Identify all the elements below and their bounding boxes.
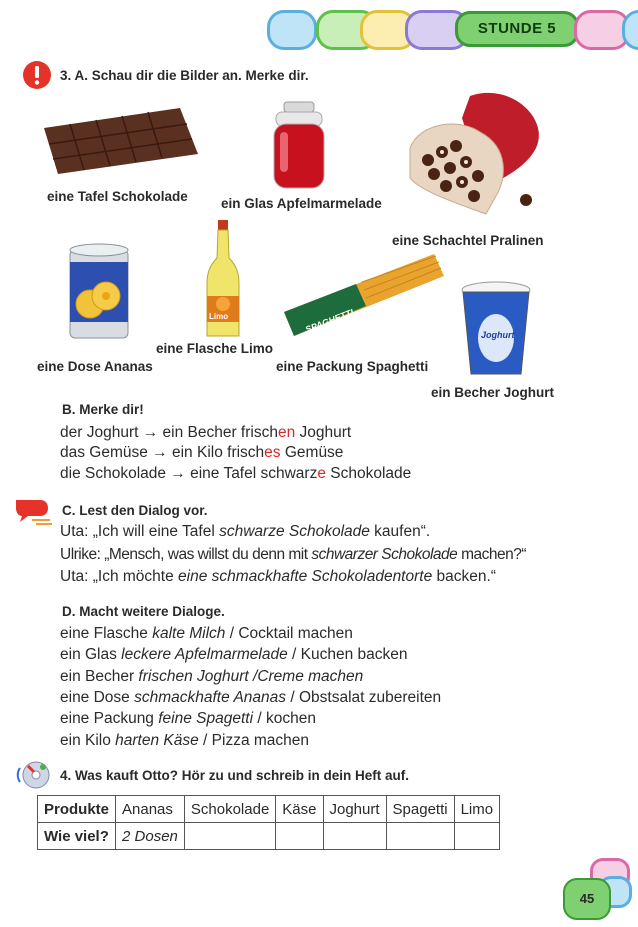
exD-line-1-italic: kalte Milch [152,625,226,642]
exB-line-1-ending: en [277,424,296,441]
exB-line-2 [60,444,343,462]
exC-line-1-italic: schwarze Schokolade [219,523,370,540]
table-cell: Spagetti [386,796,454,823]
lemonade-bottle-image [203,218,243,342]
label-spaghetti: eine Packung Spaghetti [276,359,429,374]
ex4-title: 4. Was kauft Otto? Hör zu und schreib in dein Heft auf. [60,768,410,783]
exD-line-3-italic: frischen Joghurt /Creme machen [138,668,364,685]
table-cell: Joghurt [323,796,386,823]
table-cell: Wie viel? [38,823,116,850]
table-cell: Limo [454,796,500,823]
exD-line-5 [60,710,316,728]
exD-line-6-a: ein Kilo [60,732,116,749]
alert-icon [22,60,52,90]
table-cell: Produkte [38,796,116,823]
spaghetti-pack-text: SPAGHETTI [303,307,355,335]
table-cell: 2 Dosen [116,823,185,850]
table-cell [323,823,386,850]
audio-cd-icon [16,758,52,792]
exD-line-1-a: eine Flasche [60,625,153,642]
exB-title: B. Merke dir! [62,402,144,417]
exB-line-3-ending: e [317,465,326,482]
speech-icon [14,494,54,526]
table-cell: Käse [276,796,323,823]
exD-line-5-b: / kochen [253,710,316,727]
table-cell: Schokolade [184,796,275,823]
exC-line-1-b: kaufen“. [369,523,431,540]
exD-line-3-a: ein Becher [60,668,139,685]
exC-line-3-italic: eine schmackhafte Schokoladentorte [178,568,433,585]
label-pineapple: eine Dose Ananas [37,359,153,374]
exD-line-1 [60,625,353,643]
label-jam: ein Glas Apfelmarmelade [221,196,382,211]
exD-line-4-b: / Obstsalat zubereiten [286,689,442,706]
exD-line-6-b: / Pizza machen [198,732,310,749]
exD-line-5-a: eine Packung [60,710,159,727]
exD-line-1-b: / Cocktail machen [225,625,353,642]
ex3-title: 3. A. Schau dir die Bilder an. Merke dir. [60,68,309,83]
exD-line-3 [60,668,363,686]
page-number: 45 [563,878,611,920]
exB-line-1 [60,424,351,442]
exB-line-2-start: das Gemüse → ein Kilo frisch [60,444,265,461]
exC-line-1 [60,523,430,541]
label-chocolate: eine Tafel Schokolade [47,189,188,204]
pralines-image [400,88,552,223]
exC-line-2-italic: schwarzer Schokolade [311,546,458,563]
table-cell [454,823,500,850]
label-yogurt: ein Becher Joghurt [431,385,555,400]
exD-line-6-italic: harten Käse [115,732,199,749]
table-cell: Ananas [116,796,185,823]
exB-line-2-ending: es [264,444,281,461]
exB-line-1-start: der Joghurt → ein Becher frisch [60,424,278,441]
exC-title: C. Lest den Dialog vor. [62,503,208,518]
exC-line-2-a: Ulrike: „Mensch, was willst du denn mit [60,546,312,563]
exB-line-3-end: Schokolade [325,465,412,482]
lesson-badge: STUNDE 5 [455,11,579,47]
exC-line-3-b: backen.“ [432,568,496,585]
exC-line-2-b: machen?“ [457,546,527,563]
yogurt-cup-image [459,280,533,378]
exD-line-5-italic: feine Spagetti [158,710,254,727]
exB-line-3 [60,465,411,483]
exD-title: D. Macht weitere Dialoge. [62,604,225,619]
table-cell [184,823,275,850]
label-pralines: eine Schachtel Pralinen [392,233,544,248]
table-row [38,823,500,850]
exD-line-2-b: / Kuchen backen [287,646,408,663]
chocolate-image [40,106,200,176]
header-pill-blue [267,10,317,50]
exD-line-2-italic: leckere Apfelmarmelade [121,646,288,663]
jam-jar-image [270,100,328,192]
exC-line-1-a: Uta: „Ich will eine Tafel [60,523,220,540]
table-cell [276,823,323,850]
exC-line-2 [60,546,526,564]
exB-line-2-end: Gemüse [280,444,344,461]
exC-line-3-a: Uta: „Ich möchte [60,568,179,585]
exD-line-2 [60,646,408,664]
exC-line-3 [60,568,496,586]
label-lemonade: eine Flasche Limo [156,341,274,356]
table-cell [386,823,454,850]
exD-line-4-a: eine Dose [60,689,135,706]
exD-line-4 [60,689,441,707]
pineapple-can-image [66,242,132,344]
shopping-table [37,795,500,850]
exB-line-3-start: die Schokolade → eine Tafel schwarz [60,465,318,482]
limo-bottle-label-text: Limo [209,312,229,321]
exD-line-4-italic: schmackhafte Ananas [134,689,287,706]
table-row [38,796,500,823]
yogurt-cup-text: Joghurt [481,330,515,340]
exB-line-1-end: Joghurt [295,424,352,441]
spaghetti-pack-image [282,250,446,350]
exD-line-6 [60,732,309,750]
exD-line-2-a: ein Glas [60,646,122,663]
